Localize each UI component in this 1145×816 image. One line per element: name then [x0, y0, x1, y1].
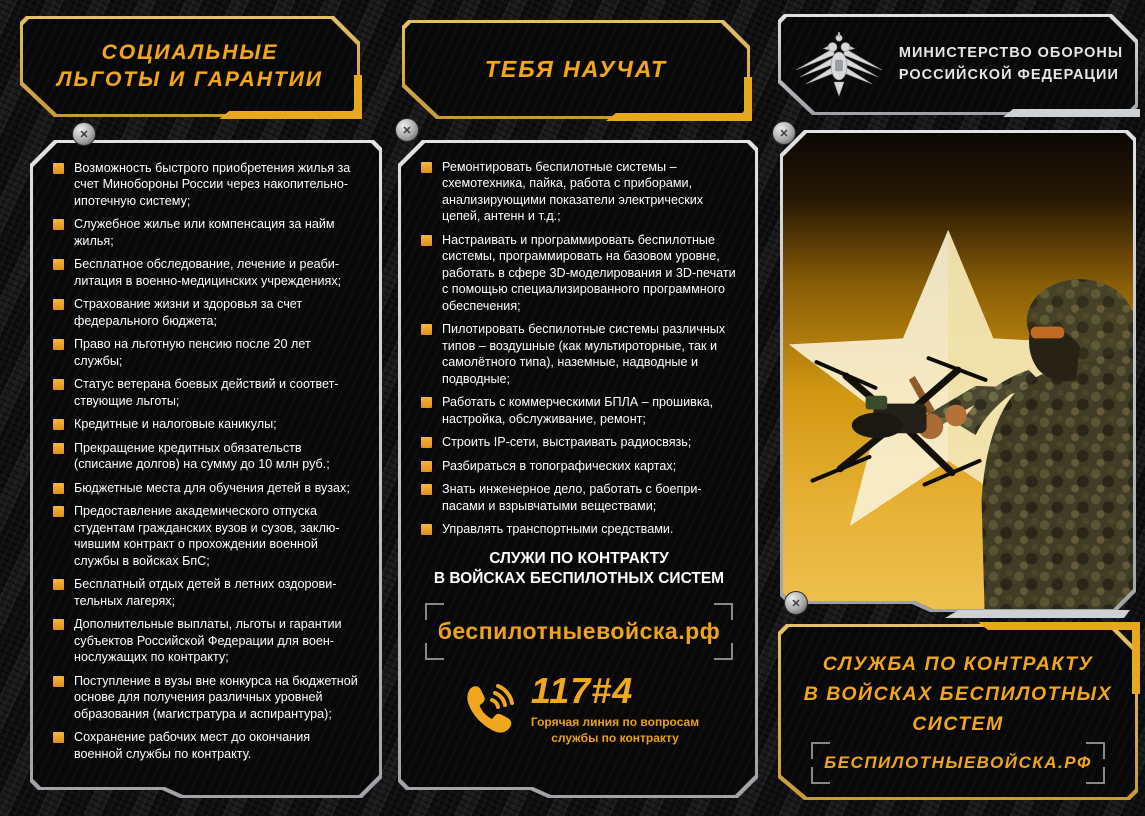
corner-bracket	[425, 643, 444, 660]
training-list	[421, 159, 737, 538]
list-item-text: Бесплатный отдых детей в летних оздоровительных лагерях;	[74, 577, 337, 608]
list-item	[53, 216, 361, 249]
list-item-text: Кредитные и налоговые каникулы;	[74, 417, 277, 432]
bullet-square-icon	[53, 619, 64, 630]
corner-bracket	[1086, 742, 1105, 759]
benefits-content-frame	[30, 140, 382, 798]
list-item	[53, 256, 361, 289]
list-item	[53, 376, 361, 409]
bullet-square-icon	[53, 443, 64, 454]
bullet-square-icon	[421, 162, 432, 173]
cover-title-frame	[778, 624, 1138, 800]
soldier-drone-photo	[783, 133, 1133, 609]
list-item-text: Бюджетные места для обучения детей в вузах;	[74, 480, 350, 495]
list-item-text: Бесплатное обследование, лечение и реабилитация в военно-медицинских учреждениях;	[74, 257, 342, 288]
bullet-square-icon	[421, 324, 432, 335]
bullet-square-icon	[53, 506, 64, 517]
bullet-square-icon	[53, 339, 64, 350]
list-item	[53, 416, 361, 432]
list-item-text: Сохранение рабочих мест до окончания военной службы по контракту.	[74, 730, 311, 761]
corner-bracket	[811, 742, 830, 759]
list-item	[53, 576, 361, 609]
list-item	[53, 160, 361, 209]
list-item-text: Настраивать и программировать беспилотные системы, программировать на базовом уровне, работать в сфере 3D-моделирования и 3D-печати с помощью специализированного программного обеспечения;	[442, 232, 736, 313]
website-bracket-box	[425, 603, 733, 660]
cta-serve-by-contract: СЛУЖИ ПО КОНТРАКТУ В ВОЙСКАХ БЕСПИЛОТНЫХ СИСТЕМ	[433, 549, 725, 588]
cover-title: СЛУЖБА ПО КОНТРАКТУ В ВОЙСКАХ БЕСПИЛОТНЫХ СИСТЕМ БЕСПИЛОТНЫЕВОЙСКА.РФ	[781, 627, 1135, 797]
list-item	[421, 434, 737, 450]
bullet-square-icon	[53, 676, 64, 687]
list-item	[53, 616, 361, 665]
list-item	[421, 458, 737, 474]
list-item-text: Знать инженерное дело, работать с боеприпасами и взрывчатыми веществами;	[442, 482, 702, 513]
list-item-text: Страхование жизни и здоровья за счет федерального бюджета;	[74, 297, 303, 328]
bullet-square-icon	[421, 437, 432, 448]
list-item	[53, 503, 361, 569]
panel-cover	[772, 0, 1139, 816]
training-header-frame	[402, 20, 750, 119]
bullet-square-icon	[53, 732, 64, 743]
bullet-square-icon	[53, 219, 64, 230]
list-item	[421, 159, 737, 225]
screw-icon: ✕	[772, 121, 796, 145]
list-item-text: Поступление в вузы вне конкурса на бюджетной основе для получения различных уровней образования (магистратура и аспирантура);	[74, 673, 358, 721]
hotline-caption: Горячая линия по вопросам службы по контракту	[530, 714, 700, 745]
hotline-number: 117#4	[530, 669, 634, 711]
bullet-square-icon	[53, 163, 64, 174]
bullet-square-icon	[421, 524, 432, 535]
list-item-text: Служебное жилье или компенсация за найм жилья;	[74, 217, 335, 248]
bullet-square-icon	[53, 299, 64, 310]
corner-bracket	[1086, 767, 1105, 784]
corner-bracket	[425, 603, 444, 620]
list-item-text: Пилотировать беспилотные системы различных типов – воздушные (как мультироторные, так и самолётного типа), наземные, надводные и подводные;	[442, 322, 726, 386]
bullet-square-icon	[53, 483, 64, 494]
cover-website-url: БЕСПИЛОТНЫЕВОЙСКА.РФ	[824, 752, 1092, 772]
corner-bracket	[714, 643, 733, 660]
list-item	[421, 521, 737, 537]
list-item-text: Дополнительные выплаты, льготы и гарантии субъектов Российской Федерации для военнослужащих по контракту;	[74, 617, 342, 665]
corner-bracket	[811, 767, 830, 784]
list-item	[53, 296, 361, 329]
list-item-text: Предоставление академического отпуска студентам гражданских вузов и сузов, заключившим контракт о прохождении военной службы в войсках БпС;	[74, 504, 340, 568]
list-item-text: Ремонтировать беспилотные системы – схемотехника, пайка, работа с приборами, анализирующими показатели электрических цепей, антенн и т.д.;	[442, 160, 704, 224]
ministry-name: МИНИСТЕРСТВО ОБОРОНЫ РОССИЙСКОЙ ФЕДЕРАЦИИ	[898, 44, 1124, 83]
list-item	[421, 232, 737, 314]
screw-icon: ✕	[784, 591, 808, 615]
list-item	[421, 394, 737, 427]
phone-icon	[459, 680, 517, 738]
panel-social-benefits	[8, 0, 378, 816]
bullet-square-icon	[53, 579, 64, 590]
list-item-text: Управлять транспортными средствами.	[442, 522, 674, 537]
panel-training	[388, 0, 764, 816]
list-item	[53, 440, 361, 473]
corner-bracket	[714, 603, 733, 620]
list-item-text: Работать с коммерческими БПЛА – прошивка, настройка, обслуживание, ремонт;	[442, 395, 714, 426]
website-url: беспилотныевойска.рф	[437, 617, 721, 644]
list-item-text: Строить IP-сети, выстраивать радиосвязь;	[442, 435, 692, 450]
bullet-square-icon	[53, 259, 64, 270]
bullet-square-icon	[421, 397, 432, 408]
hotline-block	[421, 669, 737, 746]
list-item	[53, 729, 361, 762]
screw-icon: ✕	[72, 122, 96, 146]
training-content-frame	[398, 140, 758, 798]
list-item-text: Статус ветерана боевых действий и соответствующие льготы;	[74, 377, 339, 408]
phone-handset	[467, 687, 511, 733]
list-item	[53, 673, 361, 722]
bullet-square-icon	[53, 379, 64, 390]
benefits-title: СОЦИАЛЬНЫЕ ЛЬГОТЫ И ГАРАНТИИ	[57, 41, 323, 91]
bullet-square-icon	[53, 419, 64, 430]
list-item-text: Возможность быстрого приобретения жилья за счет Минобороны России через накопительно-ипотечную систему;	[74, 161, 351, 208]
benefits-header-frame	[20, 16, 360, 117]
list-item-text: Право на льготную пенсию после 20 лет службы;	[74, 337, 311, 368]
screw-icon: ✕	[395, 118, 419, 142]
bullet-square-icon	[421, 461, 432, 472]
list-item	[421, 481, 737, 514]
list-item	[421, 321, 737, 387]
benefits-list	[53, 160, 361, 762]
photo-frame	[780, 130, 1136, 612]
training-title: ТЕБЯ НАУЧАТ	[484, 56, 668, 83]
list-item	[53, 480, 361, 496]
list-item-text: Разбираться в топографических картах;	[442, 458, 677, 473]
cover-website-bracket-box	[811, 742, 1105, 784]
list-item-text: Прекращение кредитных обязательств (списание долгов) на сумму до 10 млн руб.;	[74, 440, 330, 472]
ministry-header-frame	[778, 14, 1138, 115]
list-item	[53, 336, 361, 369]
ministry-eagle-emblem-icon	[793, 30, 885, 100]
bullet-square-icon	[421, 235, 432, 246]
bullet-square-icon	[421, 484, 432, 495]
